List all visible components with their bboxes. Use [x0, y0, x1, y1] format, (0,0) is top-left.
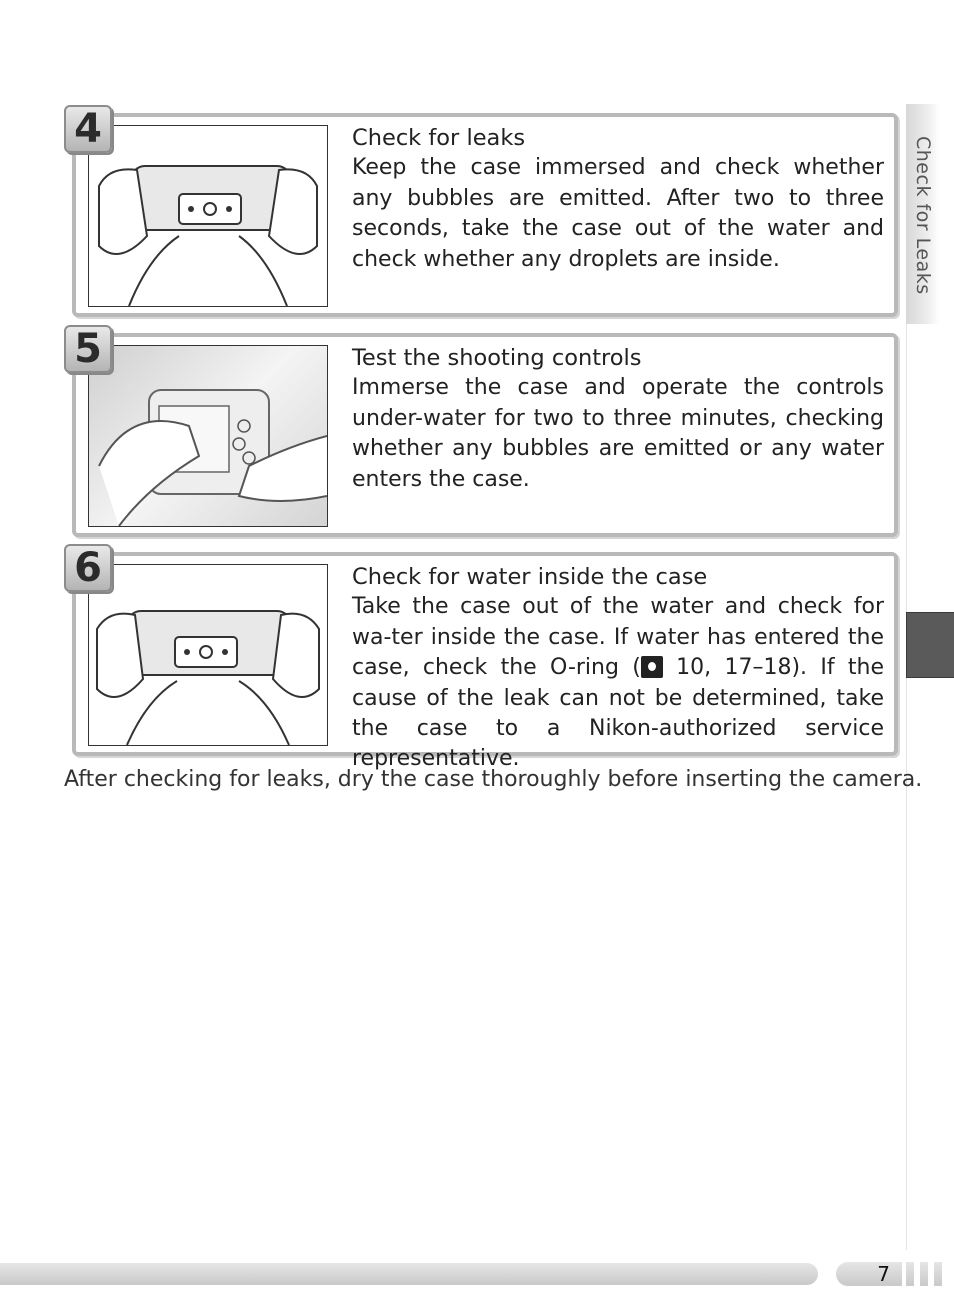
- step-5-number: 5: [64, 325, 112, 373]
- step-4-illustration: [88, 125, 328, 307]
- footnote: After checking for leaks, dry the case thoroughly before inserting the camera.: [64, 767, 923, 792]
- step-6-number: 6: [64, 544, 112, 592]
- page-number-pill: [836, 1262, 902, 1286]
- sidebar-section-label: Check for Leaks: [912, 136, 934, 295]
- footer-tick: [906, 1262, 914, 1286]
- step-4-body: Keep the case immersed and check whether any bubbles are emitted. After two to three seconds, take the case out of the water and check whether any droplets are inside.: [352, 155, 884, 272]
- footer-tick: [920, 1262, 928, 1286]
- step-6-body-part1: Take the case out of the water and check for wa-ter inside the case. If water has entered the case, check the O-ring (: [352, 594, 884, 681]
- step-5-illustration: [88, 345, 328, 527]
- page-number: 7: [877, 1262, 890, 1286]
- step-6-illustration: [88, 564, 328, 746]
- step-5-title: Test the shooting controls: [352, 345, 642, 371]
- footer-tick: [934, 1262, 942, 1286]
- step-6-body-part2: 10, 17–18). If the cause of the leak can not be determined, take the case to a Nikon-authorized service representative.: [352, 655, 884, 772]
- step-5-panel: [72, 333, 898, 537]
- step-4-title: Check for leaks: [352, 125, 526, 151]
- step-4-panel: [72, 113, 898, 317]
- step-4-number: 4: [64, 105, 112, 153]
- step-6-panel: [72, 552, 898, 772]
- step-6-title: Check for water inside the case: [352, 564, 708, 590]
- page-reference-icon: [641, 656, 663, 678]
- step-5-body: Immerse the case and operate the controls under-water for two to three minutes, checking whether any bubbles are emitted or any water enters the case.: [352, 375, 884, 492]
- step-6-body: [352, 592, 884, 774]
- sidebar-chapter-marker: [906, 612, 954, 678]
- footer-bar: [0, 1263, 818, 1285]
